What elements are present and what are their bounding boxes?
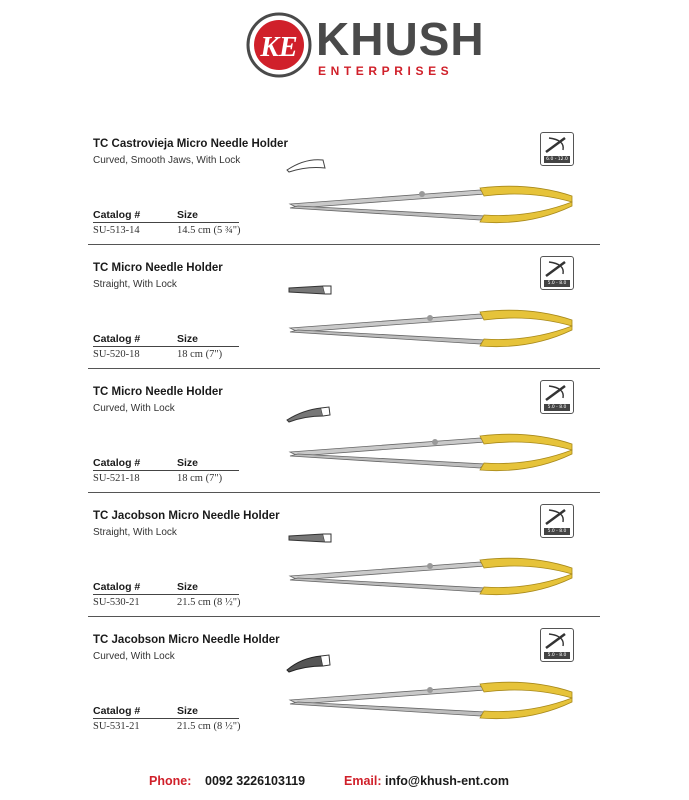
curved-outline-tip-icon: [285, 156, 335, 176]
row-divider: [88, 616, 600, 617]
email-label: Email:: [344, 774, 382, 788]
header-underline: [93, 222, 239, 223]
product-title: TC Castrovieja Micro Needle Holder: [93, 138, 288, 150]
product-description: Straight, With Lock: [93, 527, 177, 538]
product-description: Straight, With Lock: [93, 279, 177, 290]
size-value: 18 cm (7"): [177, 349, 223, 360]
product-row: [0, 620, 689, 744]
suture-size-badge: [540, 380, 574, 414]
brand-tagline: ENTERPRISES: [318, 64, 454, 78]
badge-label: 5.0 - 8.0: [544, 280, 570, 287]
suture-size-badge: [540, 132, 574, 166]
product-title: TC Jacobson Micro Needle Holder: [93, 510, 280, 522]
header-underline: [93, 346, 239, 347]
size-heading: Size: [177, 581, 199, 593]
row-divider: [88, 492, 600, 493]
size-value: 14.5 cm (5 ¾"): [177, 225, 241, 236]
product-title: TC Jacobson Micro Needle Holder: [93, 634, 280, 646]
catalog-number: SU-530-21: [93, 597, 140, 608]
header-underline: [93, 594, 239, 595]
badge-label: 5.0 - 8.0: [544, 528, 570, 535]
needle-suture-icon: [543, 382, 571, 404]
size-heading: Size: [177, 209, 199, 221]
row-divider: [88, 368, 600, 369]
size-heading: Size: [177, 705, 199, 717]
straight-tip-icon: [285, 280, 335, 300]
needle-holder-image: [280, 306, 580, 356]
size-heading: Size: [177, 333, 199, 345]
catalog-number: SU-531-21: [93, 721, 140, 732]
needle-suture-icon: [543, 630, 571, 652]
product-row: [0, 372, 689, 496]
header-underline: [93, 470, 239, 471]
catalog-number: SU-513-14: [93, 225, 140, 236]
phone-number[interactable]: 0092 3226103119: [205, 774, 306, 788]
product-description: Curved, With Lock: [93, 403, 175, 414]
product-description: Curved, Smooth Jaws, With Lock: [93, 155, 241, 166]
product-row: [0, 248, 689, 372]
product-row: [0, 124, 689, 248]
needle-holder-image: [280, 430, 580, 480]
contact-footer: [0, 774, 689, 792]
catalog-heading: Catalog #: [93, 333, 141, 345]
badge-label: 5.0 - 8.0: [544, 404, 570, 411]
product-description: Curved, With Lock: [93, 651, 175, 662]
badge-label: 6.0 - 12.0: [544, 156, 570, 163]
suture-size-badge: [540, 628, 574, 662]
catalog-number: SU-521-18: [93, 473, 140, 484]
straight-tip-icon: [285, 528, 335, 548]
product-title: TC Micro Needle Holder: [93, 386, 223, 398]
curved-dark-tip-icon: [285, 652, 335, 674]
size-value: 18 cm (7"): [177, 473, 223, 484]
size-value: 21.5 cm (8 ½"): [177, 597, 241, 608]
catalog-heading: Catalog #: [93, 457, 141, 469]
brand-name: KHUSH: [316, 13, 485, 65]
catalog-heading: Catalog #: [93, 209, 141, 221]
size-heading: Size: [177, 457, 199, 469]
needle-holder-image: [280, 554, 580, 604]
ke-monogram-icon: [246, 12, 312, 78]
product-title: TC Micro Needle Holder: [93, 262, 223, 274]
suture-size-badge: [540, 504, 574, 538]
needle-holder-image: [280, 182, 580, 232]
needle-suture-icon: [543, 258, 571, 280]
product-row: [0, 496, 689, 620]
email-address[interactable]: info@khush-ent.com: [385, 774, 509, 788]
header-underline: [93, 718, 239, 719]
needle-holder-image: [280, 678, 580, 728]
curved-tip-icon: [285, 404, 335, 424]
company-logo: [246, 12, 485, 78]
needle-suture-icon: [543, 134, 571, 156]
catalog-heading: Catalog #: [93, 581, 141, 593]
needle-suture-icon: [543, 506, 571, 528]
catalog-number: SU-520-18: [93, 349, 140, 360]
logo-monogram-text: KE: [260, 32, 298, 63]
badge-label: 5.0 - 8.0: [544, 652, 570, 659]
row-divider: [88, 244, 600, 245]
catalog-heading: Catalog #: [93, 705, 141, 717]
suture-size-badge: [540, 256, 574, 290]
phone-label: Phone:: [149, 774, 192, 788]
size-value: 21.5 cm (8 ½"): [177, 721, 241, 732]
